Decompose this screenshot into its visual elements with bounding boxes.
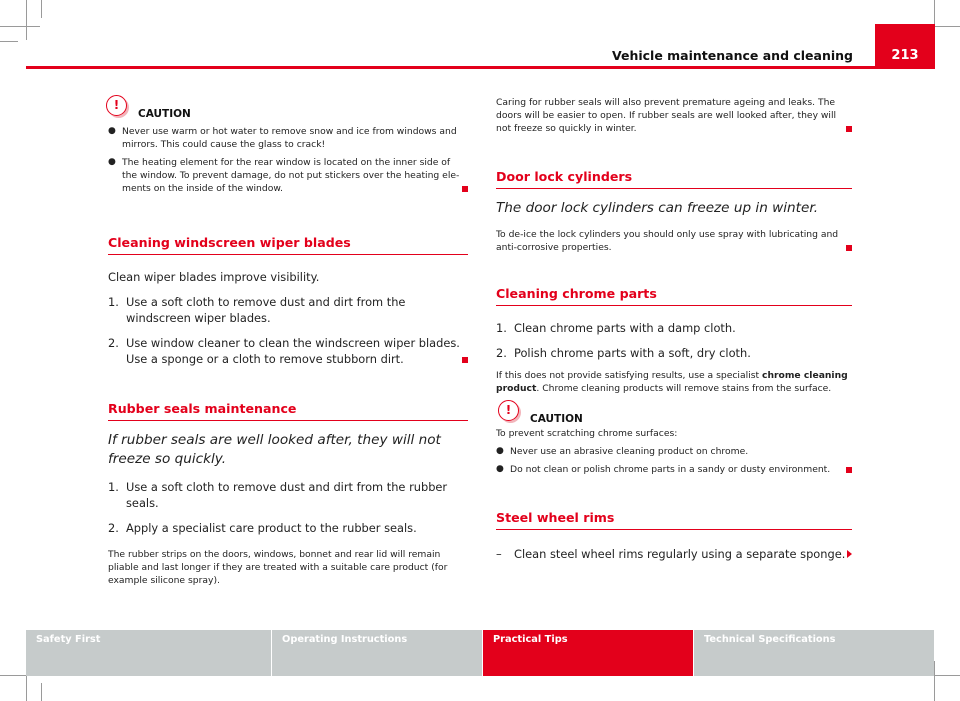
section-title-wiper: Cleaning windscreen wiper blades [108,235,468,255]
rubber-continued-paragraph: Caring for rubber seals will also prevent premature ageing and leaks. The doors will be easier to open. If rubber seals are well looked after, they will not freeze so quickly in winter. [496,96,852,135]
chrome-step [496,345,852,361]
step-text: Use window cleaner to clean the windscreen wiper blades. Use a sponge or a cloth to remove stubborn dirt. [126,335,468,367]
wiper-intro: Clean wiper blades improve visibility. [108,270,320,284]
footer-tab-practical-tips[interactable]: Practical Tips [483,630,693,676]
section-end-marker [462,357,468,363]
caution-bullet-text: Do not clean or polish chrome parts in a sandy or dusty environment. [510,463,852,476]
page-number: 213 [875,24,935,69]
caution-bullet-text: Never use an abrasive cleaning product on chrome. [510,446,749,457]
crop-mark [934,661,935,701]
crop-mark [26,0,27,40]
section-title-rubber: Rubber seals maintenance [108,401,468,421]
caution-warning-icon: ! [498,400,519,421]
section-end-marker [846,245,852,251]
bullet-dot-icon: ● [108,157,116,167]
header-rule [26,66,876,69]
door-lock-paragraph: To de-ice the lock cylinders you should only use spray with lubricating and anti-corrosive properties. [496,228,852,254]
rubber-step [108,479,468,511]
running-header-title: Vehicle maintenance and cleaning [611,48,853,63]
continued-arrow-icon [847,550,852,558]
footer-tab-safety-first[interactable]: Safety First [26,630,271,676]
bullet-dot-icon: ● [496,464,504,474]
section-title-chrome: Cleaning chrome parts [496,286,852,306]
caution-bullet-text: The heating element for the rear window is located on the inner side of the window. To prevent damage, do not put stickers over the heating ele- ments on the inside of the window. [122,156,468,195]
rubber-subtitle: If rubber seals are well looked after, they will not freeze so quickly. [108,432,441,467]
bullet-dot-icon: ● [496,446,504,456]
dash-marker: – [496,547,502,561]
crop-mark [41,683,42,701]
step-number: 2. [496,346,507,360]
wiper-step [108,294,468,326]
rubber-paragraph: The rubber strips on the doors, windows, bonnet and rear lid will remain pliable and last longer if they are treated with a suitable care product (for example silicone spray). [108,549,448,586]
step-number: 1. [496,321,507,335]
section-end-marker [462,186,468,192]
rubber-step [108,520,468,536]
caution-warning-icon: ! [106,95,127,116]
chrome-caution-intro: To prevent scratching chrome surfaces: [496,428,678,439]
footer-tab-operating-instructions[interactable]: Operating Instructions [272,630,482,676]
step-text: Clean chrome parts with a damp cloth. [514,321,736,335]
caution-bullet [496,463,852,476]
caution-label: CAUTION [530,413,583,425]
caution-bullet [108,156,468,195]
chrome-step [496,320,852,336]
crop-mark [41,0,42,18]
step-number: 1. [108,480,119,494]
wiper-step [108,335,468,367]
step-text: Use a soft cloth to remove dust and dirt from the rubber seals. [126,480,448,510]
step-text: Use a soft cloth to remove dust and dirt from the windscreen wiper blades. [126,295,406,325]
bullet-dot-icon: ● [108,126,116,136]
caution-heading [496,401,852,427]
door-lock-subtitle: The door lock cylinders can freeze up in winter. [496,200,819,216]
left-column [108,96,468,587]
caution-label: CAUTION [138,108,191,120]
section-title-door-lock: Door lock cylinders [496,169,852,189]
right-column [496,96,852,562]
section-end-marker [846,467,852,473]
crop-mark [0,41,18,42]
step-number: 2. [108,336,119,350]
step-number: 1. [108,295,119,309]
step-text: Apply a specialist care product to the rubber seals. [126,521,417,535]
footer-tab-technical-specifications[interactable]: Technical Specifications [694,630,934,676]
steel-rims-text: Clean steel wheel rims regularly using a separate sponge. [514,547,846,561]
crop-mark [0,26,40,27]
caution-bullet-text: Never use warm or hot water to remove snow and ice from windows and mirrors. This could cause the glass to crack! [122,126,457,150]
step-text: Polish chrome parts with a soft, dry cloth. [514,346,751,360]
step-number: 2. [108,521,119,535]
section-end-marker [846,126,852,132]
chrome-paragraph: If this does not provide satisfying results, use a specialist chrome cleaning product. Chrome cleaning products will remove stains from the surface. [496,370,848,394]
section-title-steel-rims: Steel wheel rims [496,510,852,530]
caution-heading [100,96,468,122]
caution-bullet [108,125,468,151]
steel-rims-item [496,546,852,562]
chrome-cleaning-product-term: chrome cleaning product [496,370,848,394]
caution-bullet [496,445,852,458]
